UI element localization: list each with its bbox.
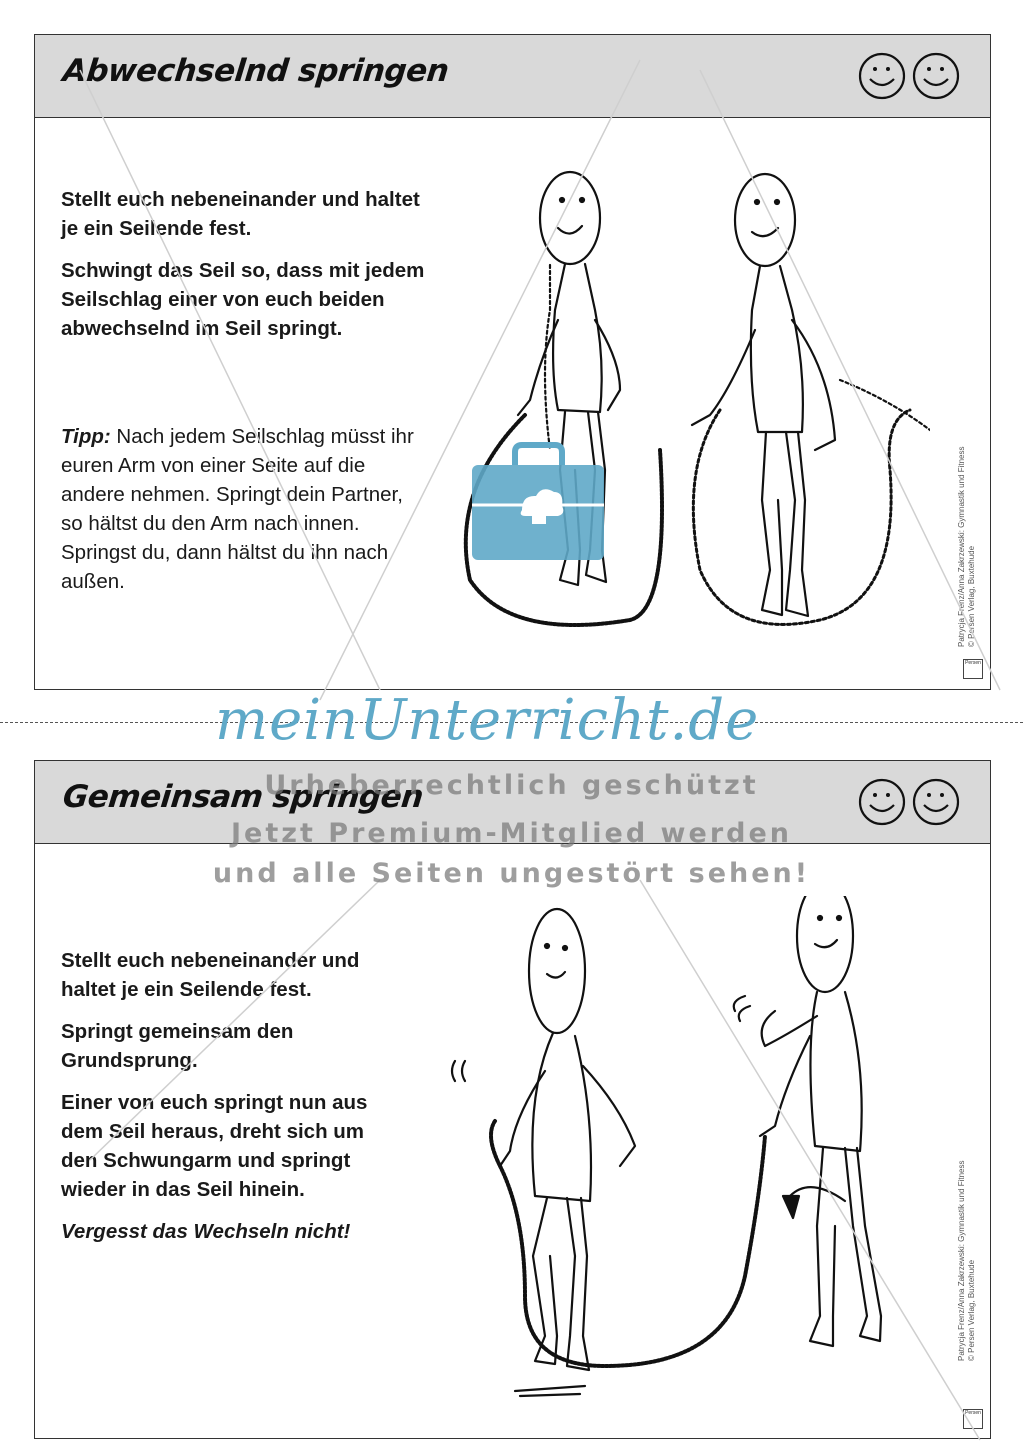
copyright-note: Patrycja Frenz/Anna Zakrzewski: Gymnastik und Fitness © Persen Verlag, Buxtehude [957, 446, 976, 647]
closing-note: Vergesst das Wechseln nicht! [61, 1220, 351, 1243]
instruction-paragraph: Schwingt das Seil so, dass mit jedem Seilschlag einer von euch beiden abwechselnd im Seil springt. [61, 259, 425, 340]
watermark-brand: meinUnterricht.de [215, 688, 760, 753]
tip-body: Nach jedem Seilschlag müsst ihr euren Arm von einer Seite auf die andere nehmen. Springt dein Partner, so hältst du den Arm nach innen. Springst du, dann hältst du ihn nach außen. [61, 425, 414, 593]
publisher-logo: Persen [963, 1409, 983, 1429]
card-title: Abwechselnd springen [61, 53, 451, 89]
tip-label: Tipp: [61, 425, 111, 448]
instruction-paragraph: Stellt euch nebeneinander und haltet je ein Seilende fest. [61, 188, 420, 240]
watermark-line: Urheberrechtlich geschützt [264, 770, 759, 801]
instruction-paragraph: Einer von euch springt nun aus dem Seil heraus, dreht sich um den Schwungarm und springt wieder in das Seil hinein. [61, 1091, 368, 1201]
copyright-note: Patrycja Frenz/Anna Zakrzewski: Gymnastik und Fitness © Persen Verlag, Buxtehude [957, 1160, 976, 1361]
publisher-logo: Persen [963, 659, 983, 679]
instruction-paragraph: Stellt euch nebeneinander und haltet je ein Seilende fest. [61, 949, 360, 1001]
watermark-line: Jetzt Premium-Mitglied werden [231, 818, 792, 849]
watermark-line: und alle Seiten ungestört sehen! [212, 858, 811, 889]
instruction-paragraph: Springt gemeinsam den Grundsprung. [61, 1020, 294, 1072]
card-title: Gemeinsam springen [61, 779, 425, 815]
